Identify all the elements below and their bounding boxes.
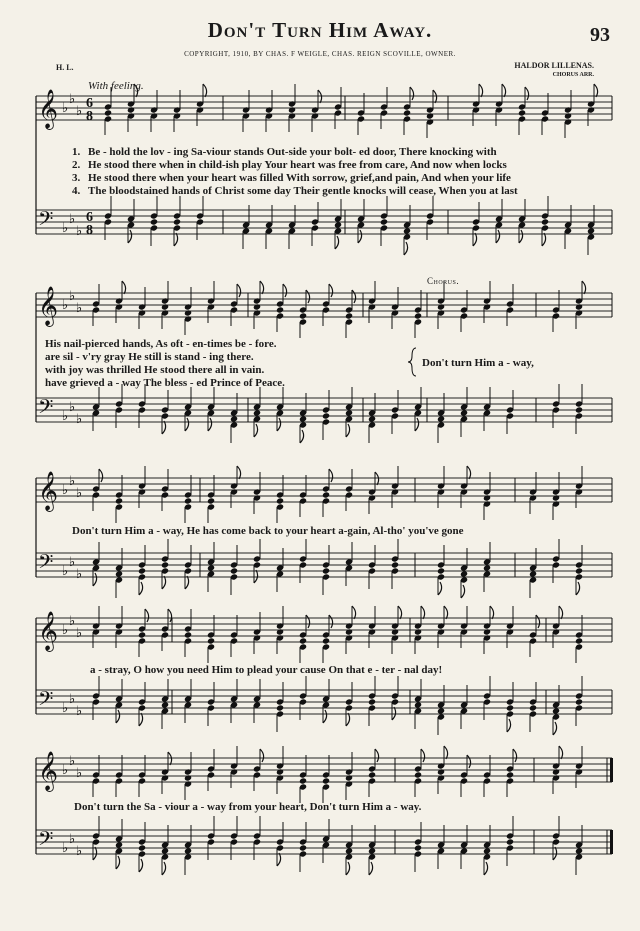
treble-clef: 𝄞: [38, 471, 59, 511]
note-flag: [329, 469, 333, 482]
note-head: [184, 309, 192, 316]
flat-sign: ♭: [76, 704, 83, 719]
final-barline: [610, 758, 613, 782]
arranger-note: CHORUS ARR.: [552, 72, 594, 78]
note-flag: [444, 606, 448, 619]
note-head: [288, 106, 296, 113]
note-head: [541, 218, 549, 225]
hymn-title: Don't Turn Him Away.: [207, 18, 433, 42]
note-flag: [410, 87, 414, 100]
note-flag: [433, 90, 437, 103]
note-head: [380, 218, 388, 225]
note-head: [575, 698, 583, 705]
note-head: [391, 628, 399, 635]
note-flag: [300, 430, 304, 443]
note-flag: [203, 84, 207, 97]
note-flag: [479, 84, 483, 97]
flat-sign: ♭: [76, 626, 83, 641]
note-head: [299, 415, 307, 422]
note-flag: [582, 281, 586, 294]
note-flag: [525, 87, 529, 100]
flat-sign: ♭: [62, 483, 69, 498]
note-flag: [421, 749, 425, 762]
verse-3-line-1: 3. He stood there when your heart was filled With sorrow, grief,and pain, And when your life: [72, 172, 511, 184]
flat-sign: ♭: [62, 101, 69, 116]
note-head: [184, 774, 192, 781]
note-head: [276, 628, 284, 635]
note-head: [322, 777, 330, 784]
flat-sign: ♭: [69, 754, 76, 769]
note-head: [391, 561, 399, 568]
flat-sign: ♭: [76, 567, 83, 582]
note-flag: [139, 713, 143, 726]
flat-sign: ♭: [62, 623, 69, 638]
note-flag: [93, 573, 97, 586]
note-head: [575, 303, 583, 310]
note-head: [552, 768, 560, 775]
flat-sign: ♭: [62, 763, 69, 778]
note-head: [334, 221, 342, 228]
note-flag: [352, 290, 356, 303]
note-head: [414, 844, 422, 851]
note-flag: [260, 749, 264, 762]
note-head: [460, 570, 468, 577]
note-head: [161, 303, 169, 310]
note-head: [230, 567, 238, 574]
tempo-marking: With feeling.: [88, 80, 144, 92]
note-flag: [174, 233, 178, 246]
time-signature-bottom: 8: [86, 109, 93, 124]
note-head: [230, 415, 238, 422]
note-flag: [519, 230, 523, 243]
flat-sign: ♭: [76, 766, 83, 781]
note-flag: [484, 862, 488, 875]
note-flag: [139, 582, 143, 595]
note-head: [564, 112, 572, 119]
verse-1-line-2: His nail-pierced hands, As oft - en-times be - fore.: [45, 338, 277, 350]
note-head: [529, 570, 537, 577]
note-flag: [208, 418, 212, 431]
note-flag: [335, 236, 339, 249]
note-flag: [513, 749, 517, 762]
lyric-brace: [408, 348, 416, 376]
flat-sign: ♭: [76, 224, 83, 239]
note-head: [322, 491, 330, 498]
note-head: [138, 631, 146, 638]
note-head: [207, 497, 215, 504]
flat-sign: ♭: [62, 409, 69, 424]
note-head: [276, 704, 284, 711]
note-head: [115, 570, 123, 577]
note-flag: [162, 421, 166, 434]
time-signature-top: 6: [86, 96, 93, 111]
flat-sign: ♭: [69, 92, 76, 107]
treble-clef: 𝄞: [38, 751, 59, 791]
note-flag: [507, 719, 511, 732]
note-head: [529, 704, 537, 711]
note-head: [115, 497, 123, 504]
note-flag: [254, 570, 258, 583]
final-barline: [610, 830, 613, 854]
note-head: [483, 494, 491, 501]
flat-sign: ♭: [76, 412, 83, 427]
note-flag: [444, 746, 448, 759]
flat-sign: ♭: [62, 298, 69, 313]
note-flag: [467, 755, 471, 768]
note-head: [253, 409, 261, 416]
note-head: [552, 494, 560, 501]
note-head: [414, 312, 422, 319]
note-head: [575, 567, 583, 574]
note-head: [575, 847, 583, 854]
note-head: [276, 306, 284, 313]
note-head: [138, 844, 146, 851]
note-flag: [375, 749, 379, 762]
note-head: [276, 768, 284, 775]
note-head: [115, 841, 123, 848]
verse-2-line-1: 2. He stood there when in child-ish play Your heart was free from care, And now when locks: [72, 159, 507, 171]
note-flag: [346, 424, 350, 437]
note-head: [483, 628, 491, 635]
note-head: [173, 218, 181, 225]
note-flag: [93, 847, 97, 860]
note-head: [506, 771, 514, 778]
note-head: [207, 564, 215, 571]
note-head: [403, 109, 411, 116]
treble-clef: 𝄞: [38, 286, 59, 326]
bass-clef: 𝄢: [38, 207, 54, 235]
flat-sign: ♭: [76, 301, 83, 316]
note-head: [150, 218, 158, 225]
note-head: [414, 771, 422, 778]
flat-sign: ♭: [76, 104, 83, 119]
flat-sign: ♭: [62, 841, 69, 856]
note-head: [322, 567, 330, 574]
flat-sign: ♭: [62, 701, 69, 716]
note-head: [253, 303, 261, 310]
flat-sign: ♭: [69, 474, 76, 489]
chorus-lyric-4: Don't turn the Sa - viour a - way from your heart, Don't turn Him a - way.: [74, 801, 422, 813]
note-head: [322, 412, 330, 419]
treble-clef: 𝄞: [38, 89, 59, 129]
note-head: [276, 497, 284, 504]
time-signature-top: 6: [86, 210, 93, 225]
note-head: [184, 631, 192, 638]
note-head: [437, 303, 445, 310]
bass-clef: 𝄢: [38, 550, 54, 578]
note-flag: [415, 418, 419, 431]
note-head: [322, 637, 330, 644]
note-head: [483, 847, 491, 854]
flat-sign: ♭: [69, 400, 76, 415]
note-flag: [277, 418, 281, 431]
note-head: [587, 227, 595, 234]
time-signature-bottom: 8: [86, 223, 93, 238]
note-flag: [162, 576, 166, 589]
note-flag: [162, 862, 166, 875]
note-head: [437, 768, 445, 775]
note-head: [552, 707, 560, 714]
note-head: [127, 106, 135, 113]
note-flag: [306, 615, 310, 628]
note-flag: [128, 230, 132, 243]
note-flag: [168, 609, 172, 622]
note-head: [104, 109, 112, 116]
flat-sign: ♭: [69, 692, 76, 707]
note-flag: [139, 859, 143, 872]
note-flag: [392, 707, 396, 720]
note-head: [414, 628, 422, 635]
treble-clef: 𝄞: [38, 611, 59, 651]
verse-4-line-1: 4. The bloodstained hands of Christ some day Their gentle knocks will cease, When you at last: [72, 185, 518, 197]
note-head: [345, 628, 353, 635]
note-flag: [329, 284, 333, 297]
note-flag: [277, 853, 281, 866]
flat-sign: ♭: [69, 212, 76, 227]
note-head: [506, 838, 514, 845]
note-head: [368, 771, 376, 778]
note-flag: [369, 862, 373, 875]
flat-sign: ♭: [62, 221, 69, 236]
note-flag: [461, 585, 465, 598]
note-head: [138, 567, 146, 574]
note-head: [207, 637, 215, 644]
note-head: [161, 847, 169, 854]
note-flag: [306, 290, 310, 303]
note-head: [368, 847, 376, 854]
note-head: [368, 698, 376, 705]
note-head: [575, 406, 583, 413]
lyricist-initials: H. L.: [56, 63, 74, 72]
note-flag: [329, 615, 333, 628]
note-head: [506, 704, 514, 711]
note-flag: [283, 284, 287, 297]
note-flag: [185, 576, 189, 589]
note-flag: [346, 713, 350, 726]
note-head: [184, 497, 192, 504]
bass-clef: 𝄢: [38, 827, 54, 855]
flat-sign: ♭: [76, 844, 83, 859]
flat-sign: ♭: [69, 289, 76, 304]
chorus-lyric-3: a - stray, O how you need Him to plead your cause On that e - ter - nal day!: [90, 664, 443, 676]
note-flag: [542, 233, 546, 246]
chorus-label: Chorus.: [427, 276, 460, 286]
note-flag: [122, 281, 126, 294]
note-head: [575, 637, 583, 644]
flat-sign: ♭: [62, 564, 69, 579]
note-head: [184, 847, 192, 854]
flat-sign: ♭: [69, 832, 76, 847]
note-flag: [490, 606, 494, 619]
flat-sign: ♭: [69, 614, 76, 629]
chorus-lyric-1: Don't turn Him a - way,: [422, 357, 534, 369]
note-flag: [576, 582, 580, 595]
note-flag: [375, 472, 379, 485]
flat-sign: ♭: [76, 486, 83, 501]
note-flag: [404, 242, 408, 255]
note-head: [345, 774, 353, 781]
note-head: [437, 415, 445, 422]
note-flag: [352, 606, 356, 619]
note-head: [345, 312, 353, 319]
note-flag: [323, 710, 327, 723]
note-head: [437, 567, 445, 574]
note-head: [299, 844, 307, 851]
note-head: [299, 777, 307, 784]
note-flag: [473, 233, 477, 246]
note-flag: [358, 230, 362, 243]
note-flag: [438, 582, 442, 595]
note-flag: [502, 84, 506, 97]
composer-name: HALDOR LILLENAS.: [514, 61, 594, 70]
page-number: 93: [590, 24, 610, 46]
verse-4-line-2: have grieved a - way The bless - ed Prince of Peace.: [45, 377, 285, 389]
flat-sign: ♭: [69, 555, 76, 570]
note-head: [518, 109, 526, 116]
note-flag: [134, 84, 138, 97]
bass-clef: 𝄢: [38, 687, 54, 715]
note-flag: [421, 606, 425, 619]
note-head: [299, 637, 307, 644]
note-head: [368, 415, 376, 422]
verse-2-line-2: are sil - v'ry gray He still is stand - ing there.: [45, 351, 254, 363]
note-flag: [398, 606, 402, 619]
note-flag: [346, 862, 350, 875]
note-flag: [467, 466, 471, 479]
note-head: [414, 701, 422, 708]
note-head: [161, 701, 169, 708]
note-flag: [559, 746, 563, 759]
note-head: [426, 112, 434, 119]
note-head: [345, 847, 353, 854]
note-flag: [594, 84, 598, 97]
bass-clef: 𝄢: [38, 395, 54, 423]
copyright-line: COPYRIGHT, 1910, BY CHAS. F WEIGLE, CHAS. REIGN SCOVILLE, OWNER.: [184, 50, 456, 58]
note-flag: [559, 606, 563, 619]
note-flag: [116, 856, 120, 869]
verse-3-line-2: with joy was thrilled He stood there all in vain.: [45, 364, 265, 376]
note-flag: [185, 418, 189, 431]
verse-1-line-1: 1. Be - hold the lov - ing Sa-viour stands Out-side your bolt- ed door, There knocking with: [72, 146, 497, 158]
chorus-lyric-2: Don't turn Him a - way, He has come back to your heart a-gain, Al-tho' you've gone: [72, 525, 464, 537]
note-head: [460, 409, 468, 416]
note-flag: [237, 466, 241, 479]
note-flag: [553, 847, 557, 860]
note-head: [161, 561, 169, 568]
note-head: [345, 409, 353, 416]
note-flag: [145, 609, 149, 622]
note-head: [299, 312, 307, 319]
note-flag: [237, 284, 241, 297]
note-flag: [318, 90, 322, 103]
note-flag: [168, 752, 172, 765]
note-flag: [116, 710, 120, 723]
note-head: [483, 564, 491, 571]
note-flag: [553, 722, 557, 735]
note-flag: [99, 469, 103, 482]
note-flag: [254, 424, 258, 437]
note-flag: [496, 230, 500, 243]
note-flag: [260, 281, 264, 294]
note-head: [403, 227, 411, 234]
note-head: [437, 707, 445, 714]
note-flag: [536, 615, 540, 628]
